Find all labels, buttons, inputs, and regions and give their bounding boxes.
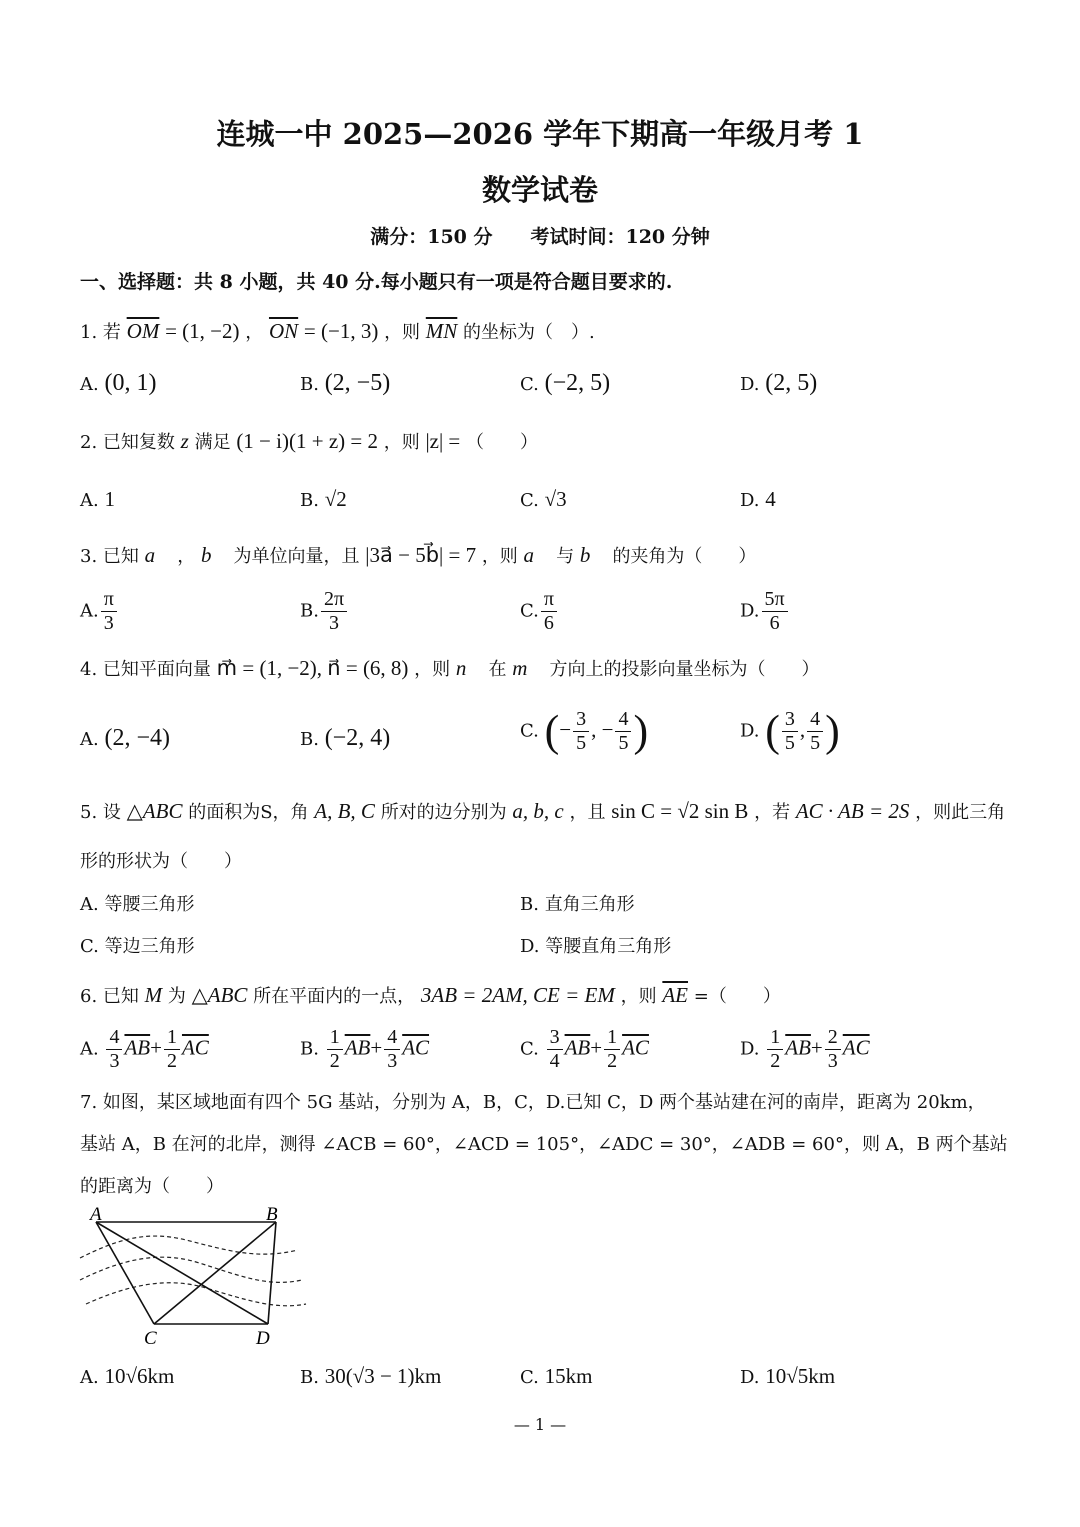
river-wave-3: [86, 1283, 306, 1306]
q5-number: 5.: [80, 802, 98, 823]
q4-vector-n: n⃗: [455, 656, 483, 680]
option-label: D.: [740, 1038, 760, 1060]
q3-text-5: 的夹角为（ ）: [612, 546, 757, 567]
q4-number: 4.: [80, 659, 98, 680]
option-label: A.: [80, 729, 99, 750]
option-value: √3: [544, 487, 567, 511]
question-6: [80, 982, 781, 1008]
fraction: [782, 708, 798, 755]
q5-line-2: 形的形状为（ ）: [80, 851, 242, 872]
numerator: 1: [604, 1026, 620, 1050]
option-value: 直角三角形: [544, 894, 635, 915]
q1-option-c[interactable]: [520, 370, 610, 397]
numerator: π: [101, 588, 117, 612]
q4-text-1: 已知平面向量: [102, 659, 211, 680]
q6-text-3: 所在平面内的一点，: [253, 986, 416, 1007]
denominator: 5: [618, 732, 629, 754]
q4-text-4: 方向上的投影向量坐标为（ ）: [549, 659, 820, 680]
numerator: 1: [164, 1026, 180, 1050]
option-value: 等腰三角形: [104, 894, 195, 915]
option-label: C.: [520, 1038, 539, 1060]
option-value: (2, 5): [765, 370, 818, 396]
q2-equation: (1 − i)(1 + z) = 2: [236, 429, 378, 453]
option-label: C.: [520, 720, 539, 742]
q7-option-c[interactable]: [520, 1364, 592, 1389]
q3-equation: |3a⃗ − 5b⃗| = 7: [365, 543, 477, 567]
plus: +: [370, 1035, 383, 1060]
q2-number: 2.: [80, 432, 98, 453]
q5-text-3: 所对的边分别为: [380, 802, 507, 823]
question-3: [80, 542, 756, 568]
option-label: C.: [520, 600, 539, 622]
option-label: A.: [80, 1038, 99, 1060]
option-value: (−2, 4): [324, 725, 391, 751]
option-label: A.: [80, 894, 99, 915]
vector: $\overline{AC}$: [181, 1035, 209, 1060]
option-value: 10√6km: [104, 1364, 175, 1388]
option-label: C.: [520, 1367, 539, 1388]
option-label: C.: [80, 936, 99, 957]
q3-text-3: ，则: [481, 546, 518, 567]
plus: +: [810, 1035, 823, 1060]
base-station-figure: [76, 1200, 316, 1350]
plus: +: [590, 1035, 603, 1060]
q5-text-6: ，则此三角: [915, 802, 1006, 823]
option-value: (2, −4): [104, 725, 170, 751]
q3-text-2: 为单位向量，且: [233, 546, 360, 567]
numerator: 5π: [762, 588, 788, 612]
option-label: B.: [520, 894, 539, 915]
q5-text-5: ，若: [754, 802, 791, 823]
question-4: [80, 655, 819, 681]
q7-line-2: 基站 A，B 在河的北岸，测得 ∠ACB = 60°，∠ACD = 105°，∠ADC = 30°，∠ADB = 60°，则 A，B 两个基站: [80, 1134, 1008, 1155]
option-value: 30(√3 − 1)km: [324, 1364, 442, 1388]
fraction: [384, 1026, 400, 1073]
option-label: B.: [300, 729, 319, 750]
question-2: [80, 428, 538, 454]
vector: $\overline{AC}$: [842, 1035, 870, 1060]
q3-sep: ，: [177, 546, 196, 567]
q5-option-c[interactable]: [80, 932, 195, 958]
numerator: π: [541, 588, 557, 612]
option-value: (−2, 5): [544, 370, 611, 396]
q4-vectors: m⃗ = (1, −2), n⃗ = (6, 8): [216, 656, 409, 680]
denominator: 3: [103, 612, 114, 634]
q1-text-1: 若: [102, 322, 121, 343]
minus-sign: −: [559, 717, 572, 742]
q1-option-b[interactable]: [300, 370, 390, 397]
q1-number: 1.: [80, 322, 98, 343]
separator: , −: [591, 717, 614, 742]
q3-vector-a: a⃗: [144, 543, 172, 567]
q4-text-2: ，则: [414, 659, 451, 680]
q2-option-c[interactable]: [520, 487, 567, 512]
section-heading: 一、选择题：共 8 小题，共 40 分.每小题只有一项是符合题目要求的.: [80, 271, 673, 293]
numerator: 4: [384, 1026, 400, 1050]
segment-ac: [96, 1222, 154, 1324]
q5-angles: A, B, C: [314, 799, 375, 823]
score-info: 满分：150 分 考试时间：120 分钟: [370, 226, 710, 248]
left-paren: (: [765, 706, 780, 756]
q1-sep: ，: [245, 322, 264, 343]
denominator: 3: [109, 1050, 120, 1072]
numerator: 3: [547, 1026, 563, 1050]
numerator: 2π: [321, 588, 347, 612]
question-5: [80, 798, 1005, 824]
q3-option-a[interactable]: [80, 588, 119, 635]
q6-vector-ae: $\overline{AE}$: [662, 983, 689, 1007]
q4-option-a[interactable]: [80, 725, 170, 752]
q1-om-value: = (1, −2): [165, 319, 240, 343]
q6-point-m: M: [144, 983, 163, 1007]
fraction: [547, 1026, 563, 1073]
fraction: [604, 1026, 620, 1073]
q5-sine-relation: sin C = √2 sin B: [611, 799, 749, 823]
q1-text-2: ，则: [384, 322, 421, 343]
denominator: 5: [810, 732, 821, 754]
q1-vector-mn: $\overline{MN}$: [425, 319, 458, 343]
q2-text-1: 已知复数: [102, 432, 175, 453]
option-label: B.: [300, 600, 319, 622]
option-label: C.: [520, 490, 539, 511]
denominator: 2: [329, 1050, 340, 1072]
q2-option-b[interactable]: [300, 487, 347, 512]
q6-option-d[interactable]: [740, 1026, 870, 1073]
q3-option-c[interactable]: [520, 588, 559, 635]
fraction: [825, 1026, 841, 1073]
denominator: 4: [549, 1050, 560, 1072]
right-paren: ): [633, 706, 649, 756]
vector: $\overline{AB}$: [344, 1035, 371, 1060]
fraction: [101, 588, 117, 635]
label-b: B: [266, 1204, 278, 1225]
q3-text-1: 已知: [102, 546, 139, 567]
q6-text-4: ，则: [620, 986, 657, 1007]
fraction: [327, 1026, 343, 1073]
numerator: 1: [767, 1026, 783, 1050]
denominator: 6: [543, 612, 554, 634]
q1-option-d[interactable]: [740, 370, 817, 397]
q5-sides: a, b, c: [512, 799, 564, 823]
q7-option-d[interactable]: [740, 1364, 835, 1389]
denominator: 6: [769, 612, 780, 634]
fraction: [164, 1026, 180, 1073]
q6-number: 6.: [80, 986, 98, 1007]
option-value: (0, 1): [104, 370, 157, 396]
option-label: D.: [740, 1367, 760, 1388]
q4-option-b[interactable]: [300, 725, 390, 752]
option-label: A.: [80, 1367, 99, 1388]
q3-vector-b: b⃗: [200, 543, 228, 567]
separator: ,: [799, 717, 806, 742]
q1-text-3: 的坐标为（ ）.: [463, 322, 595, 343]
fraction: [106, 1026, 122, 1073]
q6-vector-relation: 3AB = 2AM, CE = EM: [420, 983, 615, 1007]
right-paren: ): [825, 706, 840, 756]
q4-option-c[interactable]: [520, 708, 648, 755]
q6-option-b[interactable]: [300, 1026, 429, 1073]
q1-vector-on: $\overline{ON}$: [268, 319, 299, 343]
q5-dot-product: AC · AB = 2S: [795, 799, 910, 823]
fraction: [762, 588, 788, 635]
option-value: 等腰直角三角形: [545, 936, 672, 957]
denominator: 3: [827, 1050, 838, 1072]
segment-ad: [96, 1222, 268, 1324]
numerator: 4: [807, 708, 823, 732]
q5-text-2: 的面积为S，角: [188, 802, 309, 823]
fraction: [541, 588, 557, 635]
option-label: B.: [300, 374, 319, 395]
option-label: D.: [740, 374, 760, 395]
q5-option-b[interactable]: [520, 890, 635, 916]
fraction: [767, 1026, 783, 1073]
option-value: 4: [765, 487, 776, 511]
vector: $\overline{AC}$: [402, 1035, 430, 1060]
q6-triangle: △ABC: [191, 983, 248, 1007]
q7-line-3: 的距离为（ ）: [80, 1176, 224, 1197]
q3-vector-b2: b⃗: [579, 543, 607, 567]
option-value: 10√5km: [765, 1364, 836, 1388]
segment-bc: [154, 1222, 276, 1324]
q2-abs-z: |z| =: [425, 429, 461, 453]
vector: $\overline{AC}$: [622, 1035, 649, 1060]
option-label: C.: [520, 374, 539, 395]
page-number: — 1 —: [513, 1415, 567, 1434]
numerator: 4: [615, 708, 631, 732]
q4-text-3: 在: [488, 659, 507, 680]
q5-option-d[interactable]: [520, 932, 671, 958]
option-value: (2, −5): [324, 370, 391, 396]
q5-text-1: 设: [102, 802, 121, 823]
q3-text-4: 与: [556, 546, 575, 567]
numerator: 1: [327, 1026, 343, 1050]
q1-option-a[interactable]: [80, 370, 156, 397]
q2-option-a[interactable]: [80, 487, 115, 512]
q1-on-value: = (−1, 3): [303, 319, 379, 343]
fraction: [321, 588, 347, 635]
q6-text-5: =（ ）: [693, 986, 781, 1007]
q3-option-d[interactable]: [740, 588, 790, 635]
q7-line-1: 7. 如图，某区域地面有四个 5G 基站，分别为 A，B，C，D.已知 C，D 两个基站建在河的南岸，距离为 20km，: [80, 1092, 986, 1113]
option-value: 15km: [544, 1364, 593, 1388]
q6-text-1: 已知: [102, 986, 139, 1007]
vector: $\overline{AB}$: [124, 1035, 151, 1060]
q4-vector-m: m⃗: [512, 656, 544, 680]
option-label: D.: [520, 936, 540, 957]
option-label: D.: [740, 490, 760, 511]
q2-text-4: （ ）: [466, 432, 539, 453]
q4-option-d[interactable]: [740, 708, 840, 755]
q7-option-b[interactable]: [300, 1364, 441, 1389]
q2-var-z: z: [180, 429, 189, 453]
left-paren: (: [544, 706, 560, 756]
denominator: 5: [576, 732, 587, 754]
label-d: D: [256, 1328, 270, 1349]
option-value: 1: [104, 487, 115, 511]
q2-text-3: ，则: [383, 432, 420, 453]
option-label: B.: [300, 1367, 319, 1388]
fraction: [807, 708, 823, 755]
option-label: A.: [80, 600, 99, 622]
label-a: A: [90, 1204, 102, 1225]
option-label: D.: [740, 720, 760, 742]
denominator: 3: [329, 612, 339, 634]
vector: $\overline{AB}$: [564, 1035, 591, 1060]
vector: $\overline{AB}$: [785, 1035, 811, 1060]
q1-vector-om: $\overline{OM}$: [126, 319, 160, 343]
fraction: [573, 708, 589, 755]
option-label: A.: [80, 374, 99, 395]
q2-text-2: 满足: [194, 432, 231, 453]
q5-option-a[interactable]: [80, 890, 194, 916]
q6-text-2: 为: [167, 986, 186, 1007]
denominator: 2: [166, 1050, 177, 1072]
option-label: D.: [740, 600, 760, 622]
option-value: √2: [324, 487, 347, 511]
q7-option-a[interactable]: [80, 1364, 174, 1389]
q3-number: 3.: [80, 546, 98, 567]
exam-subject: 数学试卷: [481, 173, 598, 207]
river-wave-1: [80, 1236, 298, 1258]
segment-bd: [268, 1222, 276, 1324]
q2-option-d[interactable]: [740, 487, 776, 512]
denominator: 2: [607, 1050, 618, 1072]
exam-title: 连城一中 2025—2026 学年下期高一年级月考 1: [216, 117, 864, 151]
numerator: 3: [573, 708, 589, 732]
denominator: 2: [770, 1050, 781, 1072]
q5-triangle: △ABC: [126, 799, 183, 823]
option-label: A.: [80, 490, 99, 511]
numerator: 2: [825, 1026, 841, 1050]
fraction: [615, 708, 631, 755]
denominator: 5: [784, 732, 795, 754]
numerator: 4: [106, 1026, 122, 1050]
q6-option-a[interactable]: [80, 1026, 209, 1073]
plus: +: [150, 1035, 162, 1060]
option-label: B.: [300, 490, 319, 511]
label-c: C: [144, 1328, 157, 1349]
q3-option-b[interactable]: [300, 588, 349, 635]
question-1: [80, 318, 595, 344]
option-value: 等边三角形: [104, 936, 195, 957]
denominator: 3: [387, 1050, 398, 1072]
q3-vector-a2: a⃗: [523, 543, 551, 567]
q6-option-c[interactable]: [520, 1026, 649, 1073]
numerator: 3: [782, 708, 798, 732]
q5-text-4: ，且: [569, 802, 606, 823]
option-label: B.: [300, 1038, 319, 1060]
